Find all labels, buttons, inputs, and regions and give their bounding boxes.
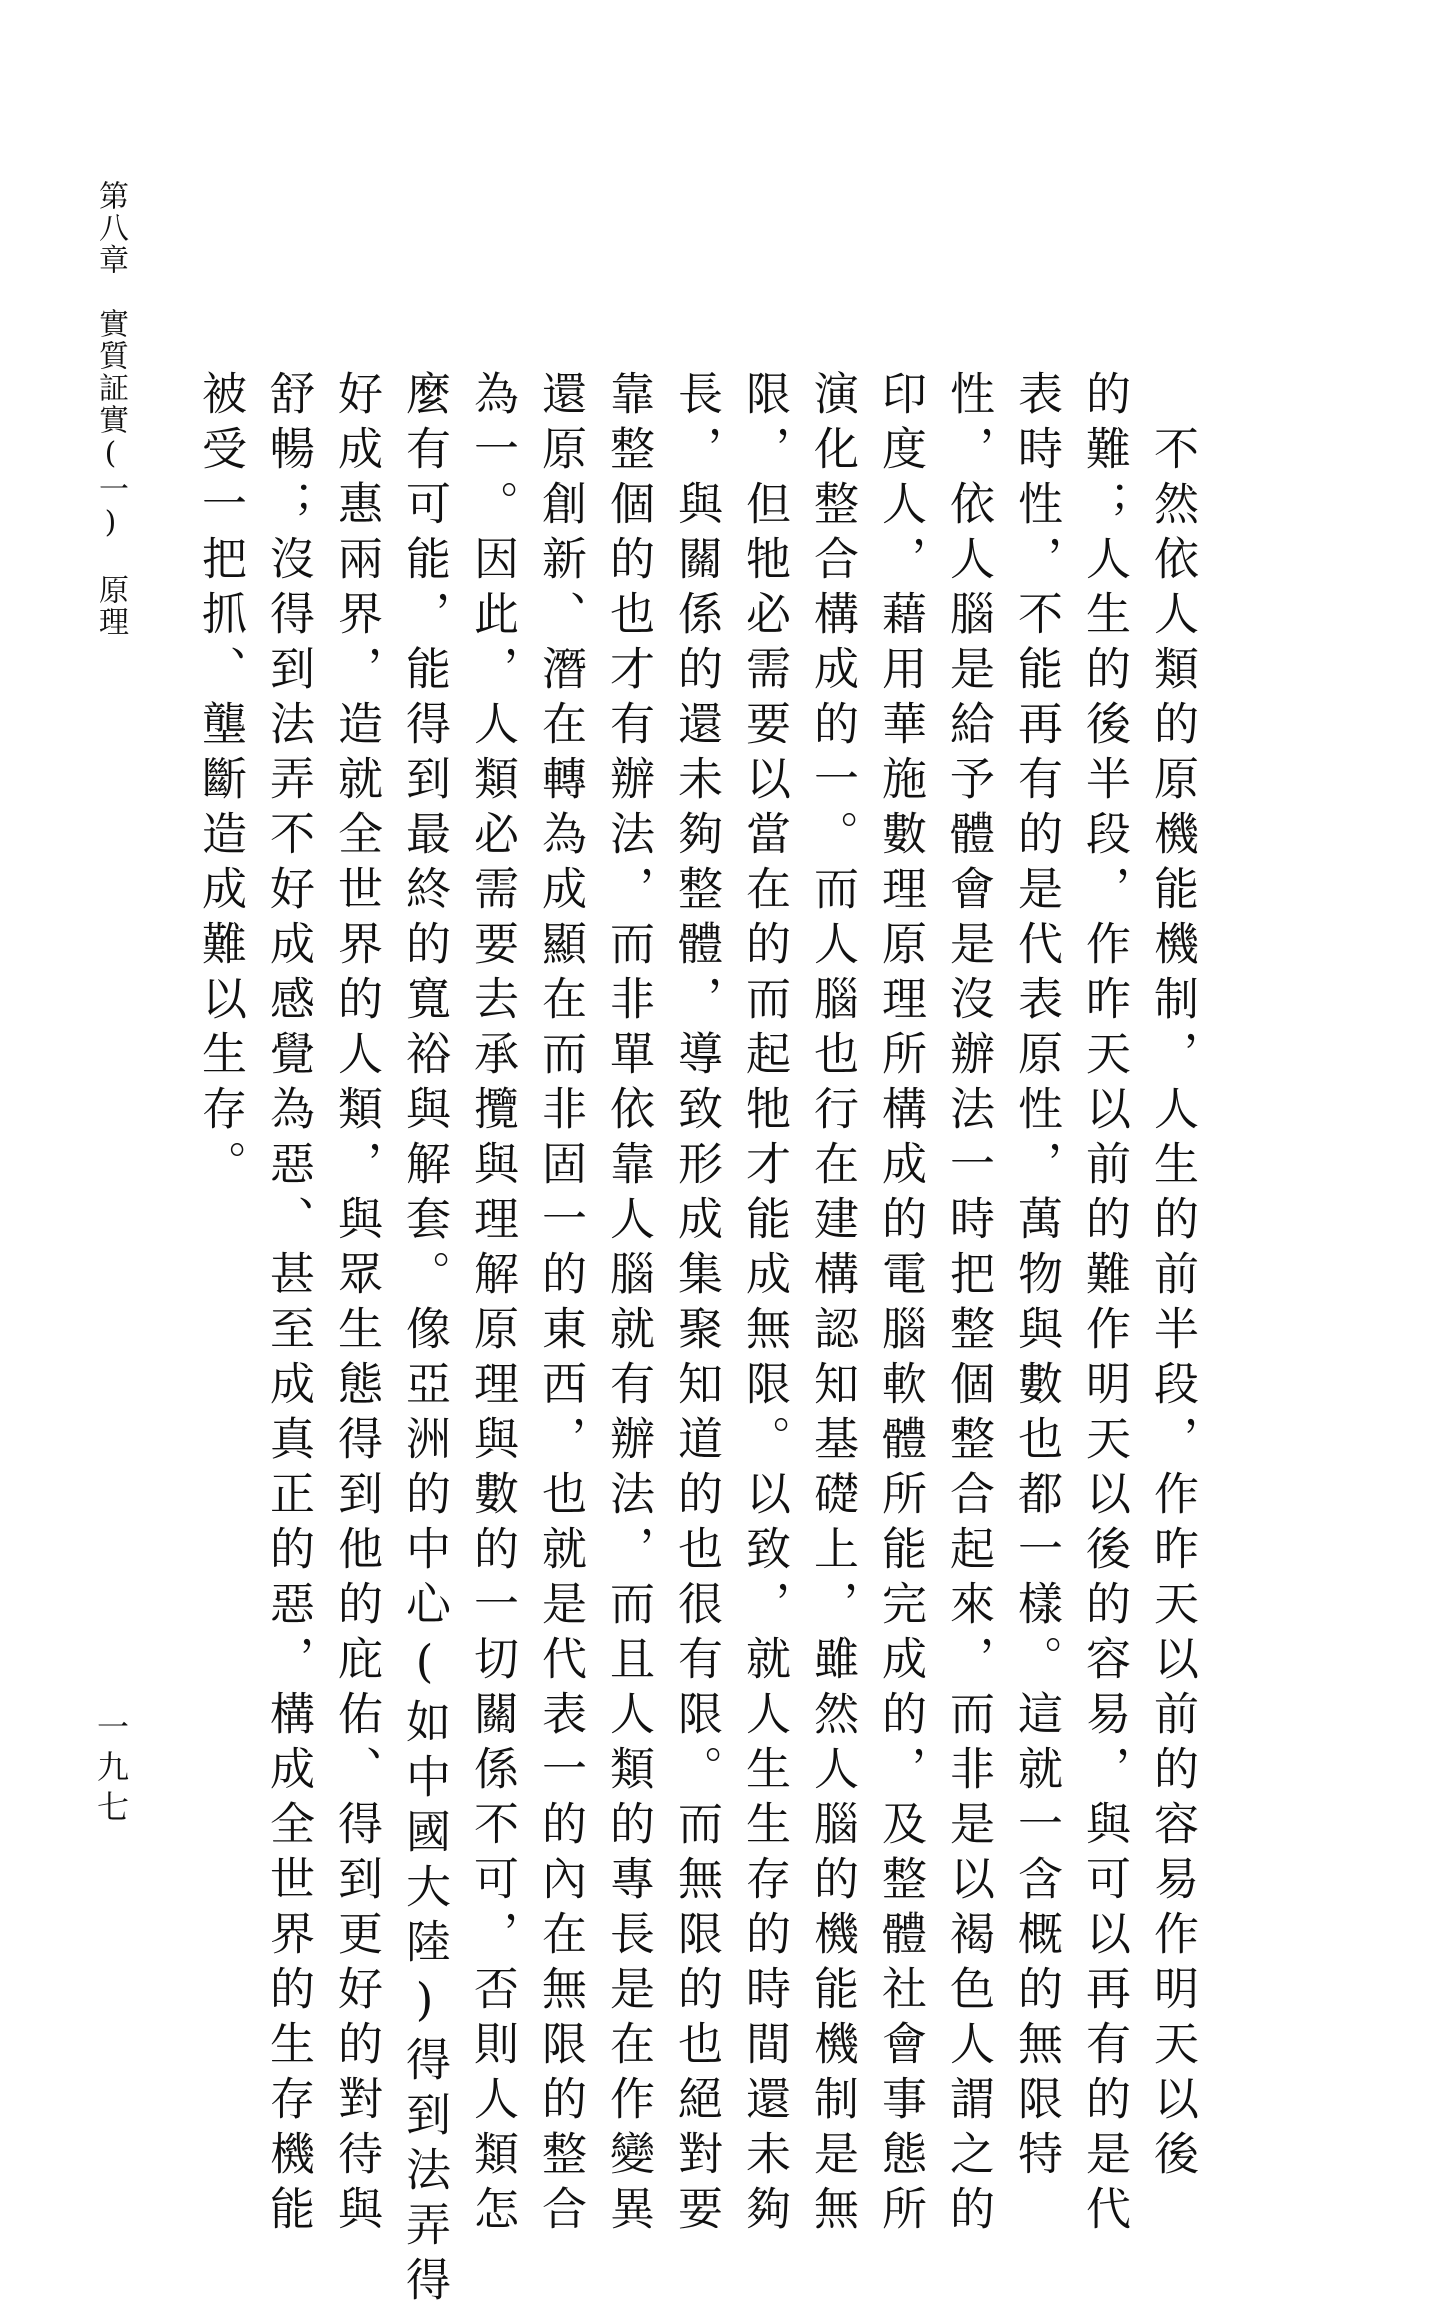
text-column: 為一。因此，人類必需要去承攬與理解原理與數的一切關係不可，否則人類怎 [466,370,519,2240]
text-column: 好成惠兩界，造就全世界的人類，與眾生態得到他的庇佑、得到更好的對待與 [330,370,383,2240]
text-column: 靠整個的也才有辦法，而非單依靠人腦就有辦法，而且人類的專長是在作變異 [602,370,655,2240]
text-column: 舒暢；沒得到法弄不好成感覺為惡、甚至成真正的惡，構成全世界的生存機能 [262,370,315,2240]
text-column: 表時性，不能再有的是代表原性，萬物與數也都一樣。這就一含概的無限特 [1010,370,1063,2185]
text-column: 麼有可能，能得到最終的寬裕與解套。像亞洲的中心(如中國大陸)得到法弄得 [398,370,451,2311]
text-column: 被受一把抓、壟斷造成難以生存。 [194,370,247,1195]
text-column: 長，與關係的還未夠整體，導致形成集聚知道的也很有限。而無限的也絕對要 [670,370,723,2240]
text-column: 的難；人生的後半段，作昨天以前的難作明天以後的容易，與可以再有的是代 [1078,370,1131,2240]
text-column: 不然依人類的原機能機制，人生的前半段，作昨天以前的容易作明天以後 [1146,370,1199,2185]
text-column: 限，但牠必需要以當在的而起牠才能成無限。以致，就人生生存的時間還未夠 [738,370,791,2240]
running-head: 第八章 實質証實(一) 原理 [93,180,128,638]
body-text [186,370,1206,2311]
text-column: 印度人，藉用華施數理原理所構成的電腦軟體所能完成的，及整體社會事態所 [874,370,927,2240]
text-column: 性，依人腦是給予體會是沒辦法一時把整個整合起來，而非是以褐色人謂之的 [942,370,995,2240]
text-column: 演化整合構成的一。而人腦也行在建構認知基礎上，雖然人腦的機能機制是無 [806,370,859,2240]
page-number: 一九七 [92,1710,130,1830]
text-column: 還原創新、潛在轉為成顯在而非固一的東西，也就是代表一的內在無限的整合 [534,370,587,2240]
